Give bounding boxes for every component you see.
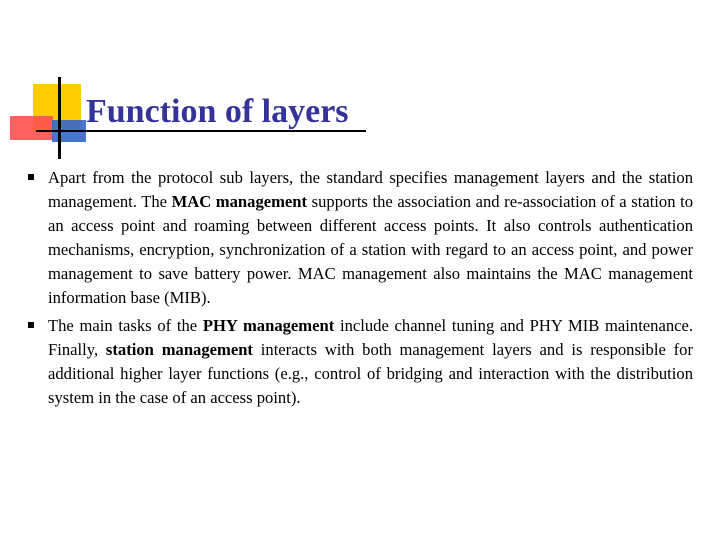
bold-term: station management xyxy=(105,340,253,359)
bold-term: PHY management xyxy=(202,316,335,335)
slide-title: Function of layers xyxy=(86,93,349,130)
bullet-item-mac-management xyxy=(0,166,693,310)
bullet-item-phy-management xyxy=(0,314,693,410)
bullet-text: The main tasks of the PHY management include channel tuning and PHY MIB maintenance. Finally, station management interacts with both management layers and is responsible for additional higher layer functions (e.g., control of bridging and interaction with the distribution system in the case of an access point). xyxy=(48,316,694,407)
square-bullet-icon xyxy=(28,322,34,328)
bullet-text: Apart from the protocol sub layers, the standard specifies management layers and the station management. The MAC management supports the association and re-association of a station to an access point and roaming between different access points. It also controls authentication mechanisms, encryption, synchronization of a station with regard to an access point, and power management to save battery power. MAC management also maintains the MAC management information base (MIB). xyxy=(48,168,693,307)
decorative-red-square xyxy=(10,116,53,140)
bullet-list xyxy=(0,166,693,410)
square-bullet-icon xyxy=(28,174,34,180)
bold-term: MAC management xyxy=(171,192,308,211)
decorative-vertical-line xyxy=(58,77,61,159)
